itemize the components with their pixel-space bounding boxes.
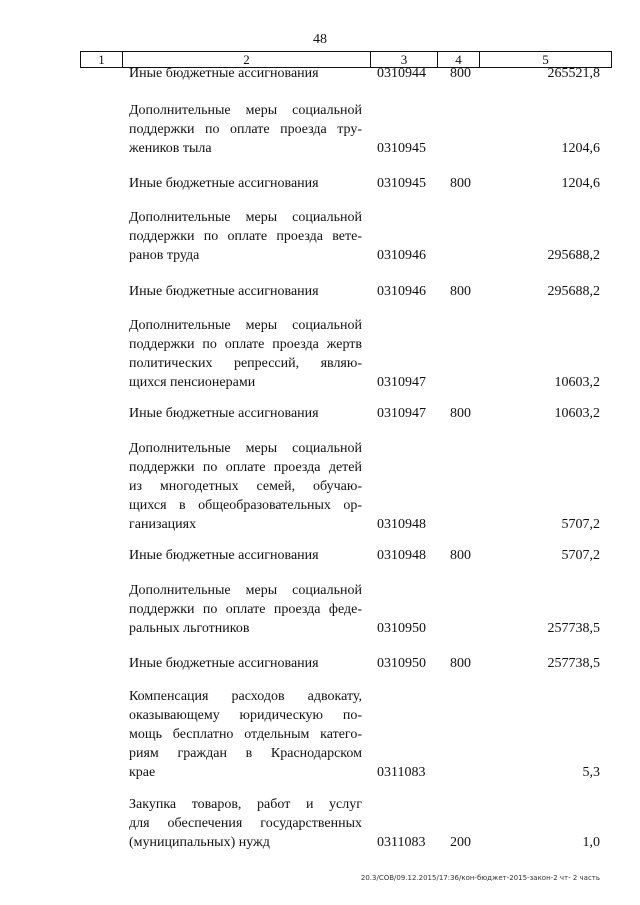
row-code: 0310948 [377,517,426,532]
description-line: Иные бюджетные ассигнования [129,406,319,421]
page-number: 48 [313,32,327,47]
header-col-1: 1 [81,52,123,67]
row-amount: 257738,5 [547,621,600,636]
description-line: поддержки по оплате проезда жертв [129,337,362,352]
description-line: оказывающему юридическую по- [129,708,362,723]
description-line: Дополнительные меры социальной [129,318,362,333]
description-line: политических репрессий, являю- [129,356,362,371]
description-line: Дополнительные меры социальной [129,583,362,598]
description-line: крае [129,765,156,780]
header-col-5: 5 [542,52,549,67]
description-line: ральных льготников [129,621,250,636]
row-amount: 10603,2 [554,406,600,421]
row-code: 0310948 [377,548,426,563]
row-expense-type: 800 [450,176,471,191]
description-line: из многодетных семей, обучаю- [129,479,362,494]
description-line: Иные бюджетные ассигнования [129,548,319,563]
row-expense-type: 200 [450,835,471,850]
row-amount: 5,3 [582,765,600,780]
description-line: Дополнительные меры социальной [129,210,362,225]
row-code: 0310945 [377,176,426,191]
row-amount: 1,0 [582,835,600,850]
row-code: 0311083 [377,835,426,850]
row-expense-type: 800 [450,656,471,671]
description-line: для обеспечения государственных [129,816,362,831]
description-line: поддержки по оплате проезда феде- [129,602,362,617]
description-line: поддержки по оплате проезда вете- [129,229,362,244]
description-line: (муниципальных) нужд [129,835,270,850]
description-line: мощь бесплатно отдельным катего- [129,727,362,742]
description-line: Дополнительные меры социальной [129,103,362,118]
row-description [129,316,362,392]
header-col-2: 2 [123,52,371,67]
row-code: 0310947 [377,406,426,421]
row-amount: 295688,2 [547,284,600,299]
description-line: жеников тыла [129,141,212,156]
header-col-3: 3 [371,52,438,67]
row-description [129,546,362,565]
row-description [129,174,362,193]
description-line: ганизациях [129,517,197,532]
row-description [129,581,362,638]
description-line: поддержки по оплате проезда тру- [129,122,362,137]
row-description [129,64,362,83]
row-code: 0311083 [377,765,426,780]
description-line: поддержки по оплате проезда детей [129,460,362,475]
header-col-4: 4 [438,52,480,67]
row-code: 0310944 [377,66,426,81]
row-description [129,795,362,852]
row-amount: 1204,6 [561,176,600,191]
row-code: 0310950 [377,656,426,671]
row-expense-type: 800 [450,284,471,299]
row-code: 0310950 [377,621,426,636]
description-line: Иные бюджетные ассигнования [129,176,319,191]
row-description [129,654,362,673]
description-line: Закупка товаров, работ и услуг [129,797,362,812]
row-amount: 10603,2 [554,375,600,390]
row-code: 0310945 [377,141,426,156]
description-line: Иные бюджетные ассигнования [129,284,319,299]
description-line: щихся пенсионерами [129,375,256,390]
description-line: риям граждан в Краснодарском [129,746,362,761]
row-expense-type: 800 [450,406,471,421]
row-code: 0310947 [377,375,426,390]
row-description [129,439,362,534]
row-expense-type: 800 [450,66,471,81]
row-description [129,282,362,301]
row-amount: 5707,2 [561,517,600,532]
row-amount: 1204,6 [561,141,600,156]
description-line: Компенсация расходов адвокату, [129,689,362,704]
description-line: Иные бюджетные ассигнования [129,66,319,81]
row-description [129,404,362,423]
row-description [129,101,362,158]
row-amount: 295688,2 [547,248,600,263]
description-line: щихся в общеобразовательных ор- [129,498,362,513]
description-line: Дополнительные меры социальной [129,441,362,456]
row-amount: 257738,5 [547,656,600,671]
row-code: 0310946 [377,248,426,263]
row-expense-type: 800 [450,548,471,563]
description-line: ранов труда [129,248,200,263]
row-description [129,687,362,782]
row-amount: 5707,2 [561,548,600,563]
row-amount: 265521,8 [547,66,600,81]
row-description [129,208,362,265]
document-footer-stamp: 20.3/СОВ/09.12.2015/17:36/кон-бюджет-2015-закон-2 чт- 2 часть [360,874,600,882]
description-line: Иные бюджетные ассигнования [129,656,319,671]
row-code: 0310946 [377,284,426,299]
